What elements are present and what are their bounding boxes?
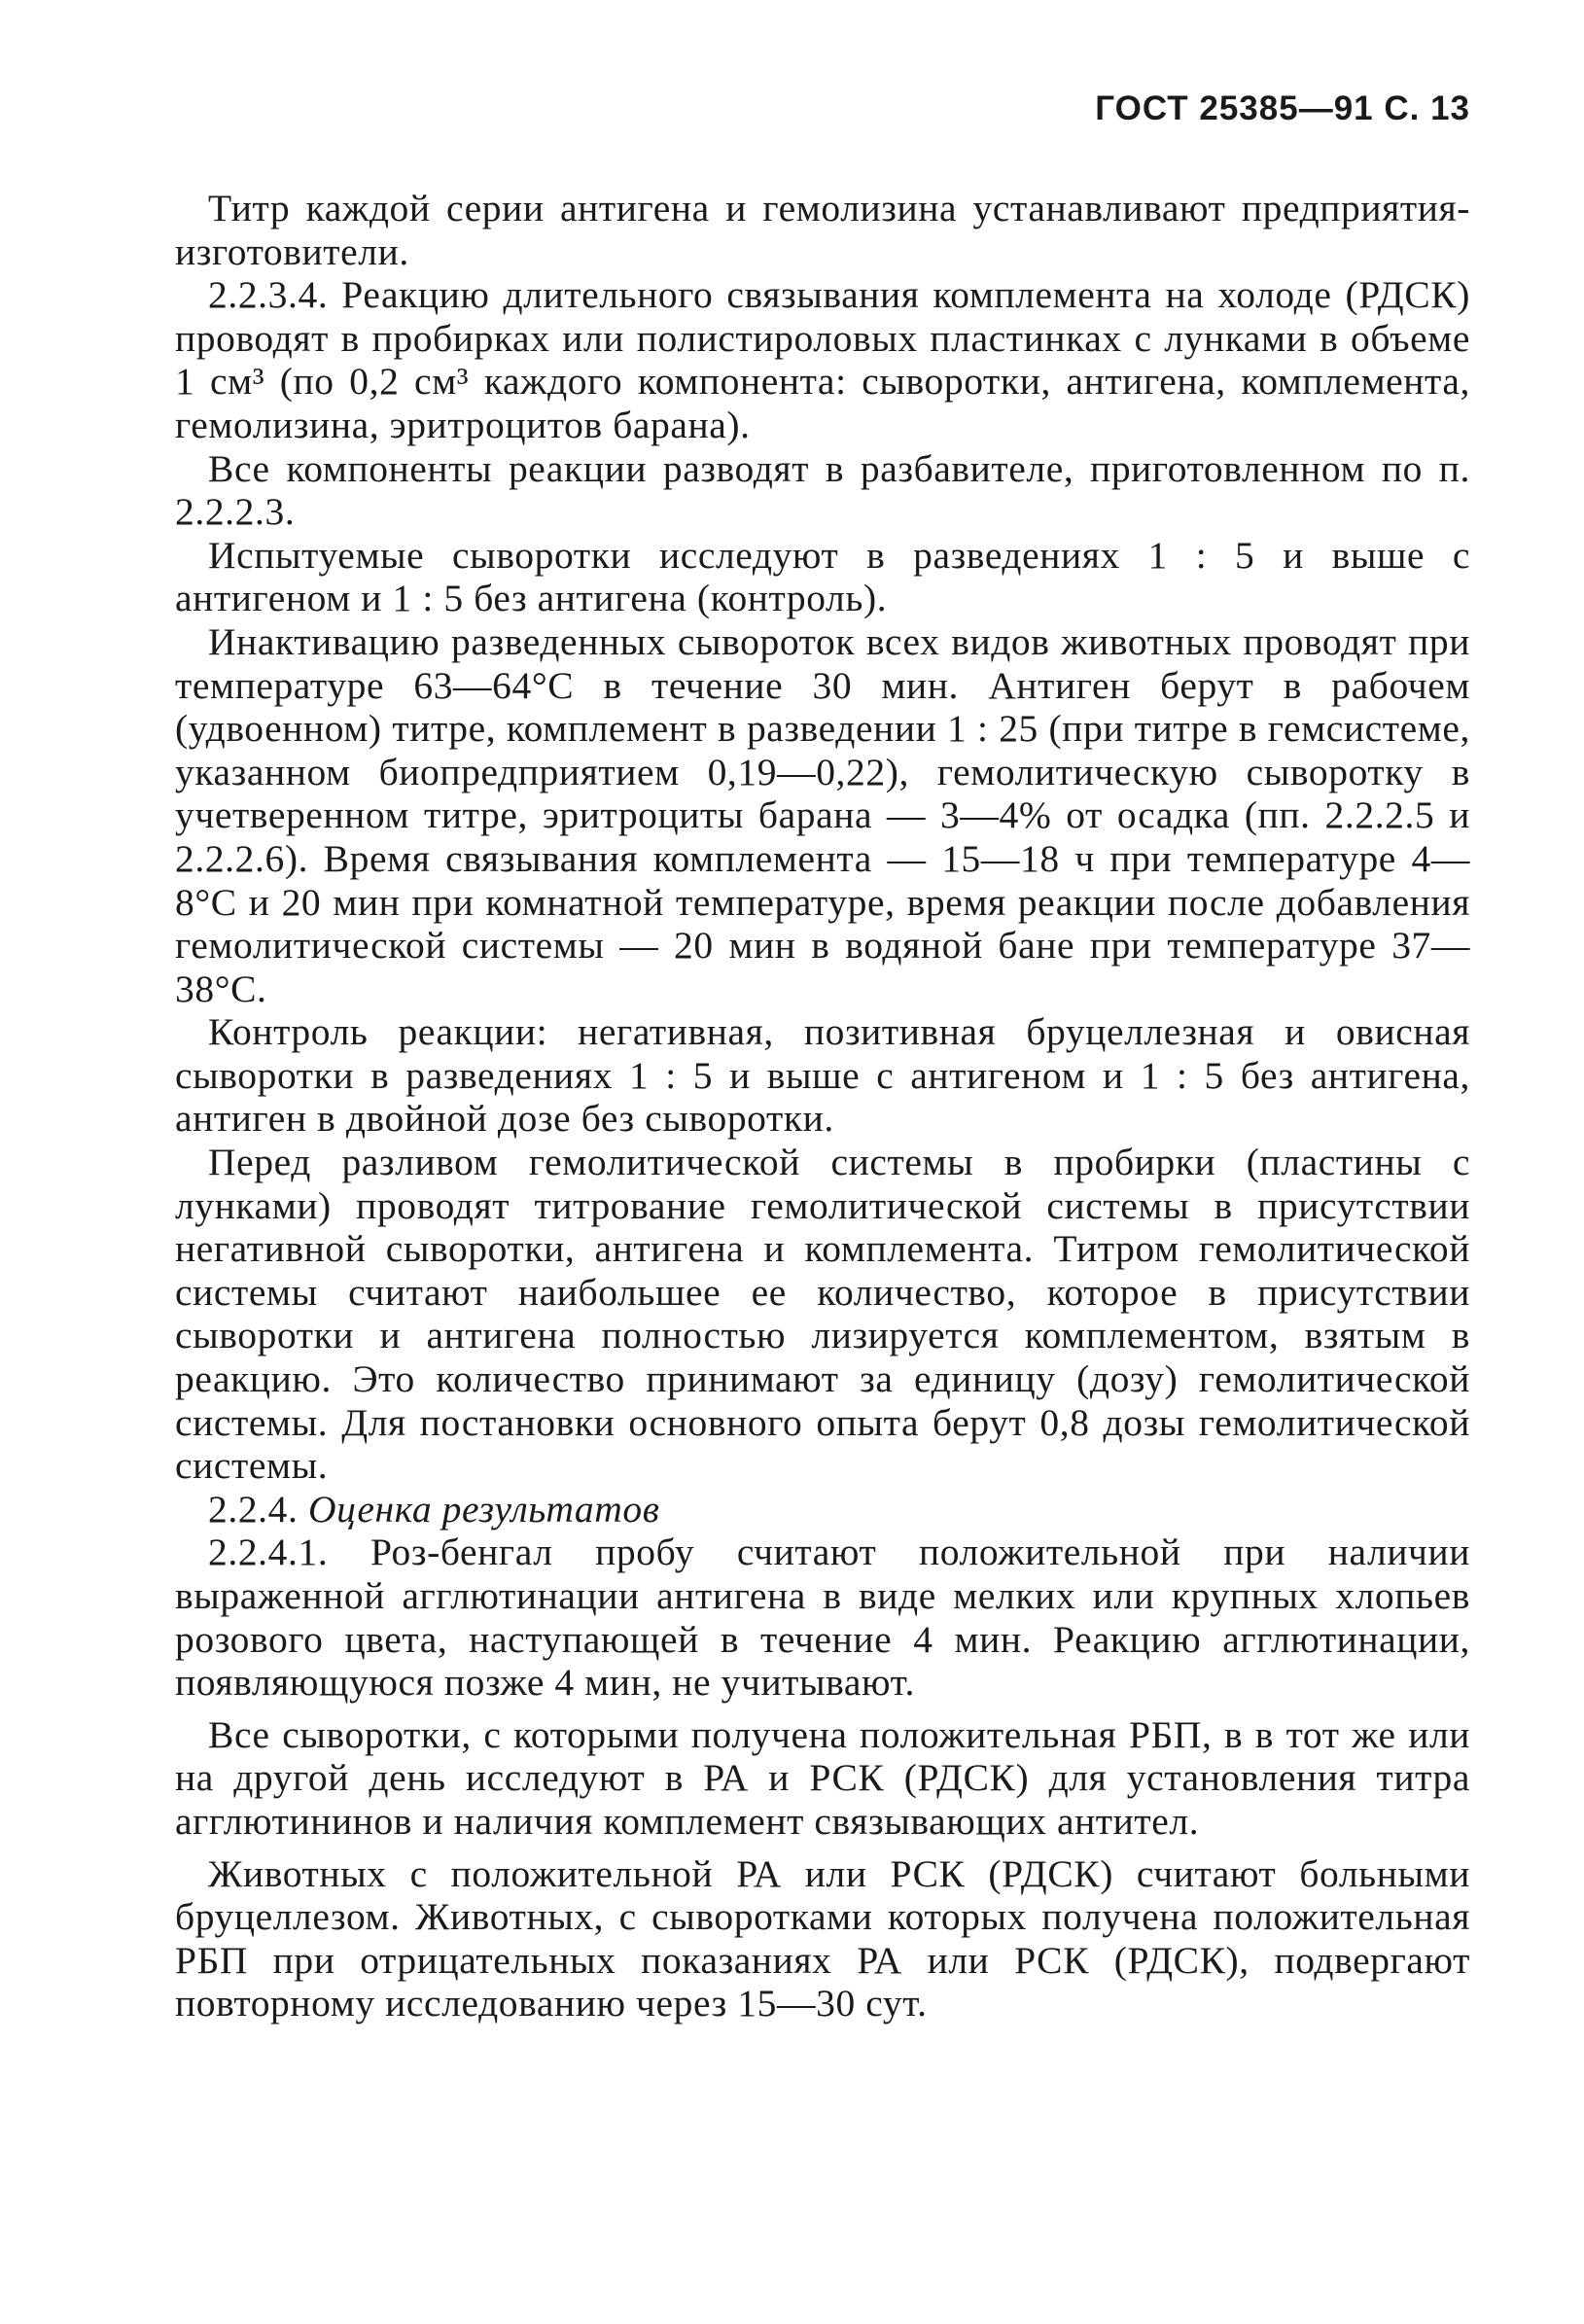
running-header: ГОСТ 25385—91 С. 13 (1095, 89, 1470, 127)
body-text (175, 187, 1470, 2025)
paragraph-titr: Титр каждой серии антигена и гемолизина устанавливают предприятия-изготовители. (175, 187, 1470, 273)
paragraph-reaction-control: Контроль реакции: негативная, позитивная бруцеллезная и овисная сыворотки в разведениях 1 : 5 и выше с антигеном и 1 : 5 без антигена, антиген в двойной дозе без сыворотки. (175, 1010, 1470, 1141)
paragraph-inactivation: Инактивацию разведенных сывороток всех видов животных проводят при температуре 63—64°С в течение 30 мин. Антиген берут в рабочем (удвоенном) титре, комплемент в разведении 1 : 25 (при титре в гемсистеме, указанном биопредприятием 0,19—0,22), гемолитическую сыворотку в учетверенном титре, эритроциты барана — 3—4% от осадка (пп. 2.2.2.5 и 2.2.2.6). Время связывания комплемента — 15—18 ч при температуре 4—8°С и 20 мин при комнатной температуре, время реакции после добавления гемолитической системы — 20 мин в водяной бане при температуре 37—38°С. (175, 619, 1470, 1010)
paragraph-diagnosis: Животных с положительной РА или РСК (РДСК) считают больными бруцеллезом. Животных, с сыворотками которых получена положительная РБП при отрицательных показаниях РА или РСК (РДСК), подвергают повторному исследованию через 15—30 сут. (175, 1851, 1470, 2025)
paragraph-titration: Перед разливом гемолитической системы в пробирки (пластины с лунками) проводят титрование гемолитической системы в присутствии негативной сыворотки, антигена и комплемента. Титром гемолитической системы считают наибольшее ее количество, которое в присутствии сыворотки и антигена полностью лизируется комплементом, взятым в реакцию. Это количество принимают за единицу (дозу) гемолитической системы. Для постановки основного опыта берут 0,8 дозы гемолитической системы. (175, 1141, 1470, 1488)
paragraph-positive-sera: Все сыворотки, с которыми получена положительная РБП, в в тот же или на другой день исследуют в РА и РСК (РДСК) для установления титра агглютининов и наличия комплемент связывающих антител. (175, 1712, 1470, 1843)
section-title: Оценка результатов (307, 1487, 660, 1531)
paragraph-2-2-4-1: 2.2.4.1. Роз-бенгал пробу считают положительной при наличии выраженной агглютинации антигена в виде мелких или крупных хлопьев розового цвета, наступающей в течение 4 мин. Реакцию агглютинации, появляющуюся позже 4 мин, не учитывают. (175, 1531, 1470, 1705)
section-heading (175, 1488, 1470, 1532)
paragraph-test-sera: Испытуемые сыворотки исследуют в разведениях 1 : 5 и выше с антигеном и 1 : 5 без антигена (контроль). (175, 533, 1470, 620)
section-number: 2.2.4. (208, 1487, 299, 1531)
paragraph-components: Все компоненты реакции разводят в разбавителе, приготовленном по п. 2.2.2.3. (175, 446, 1470, 534)
paragraph-2-2-3-4: 2.2.3.4. Реакцию длительного связывания комплемента на холоде (РДСК) проводят в пробирках или полистироловых пластинках с лунками в объеме 1 см³ (по 0,2 см³ каждого компонента: сыворотки, антигена, комплемента, гемолизина, эритроцитов барана). (175, 273, 1470, 446)
